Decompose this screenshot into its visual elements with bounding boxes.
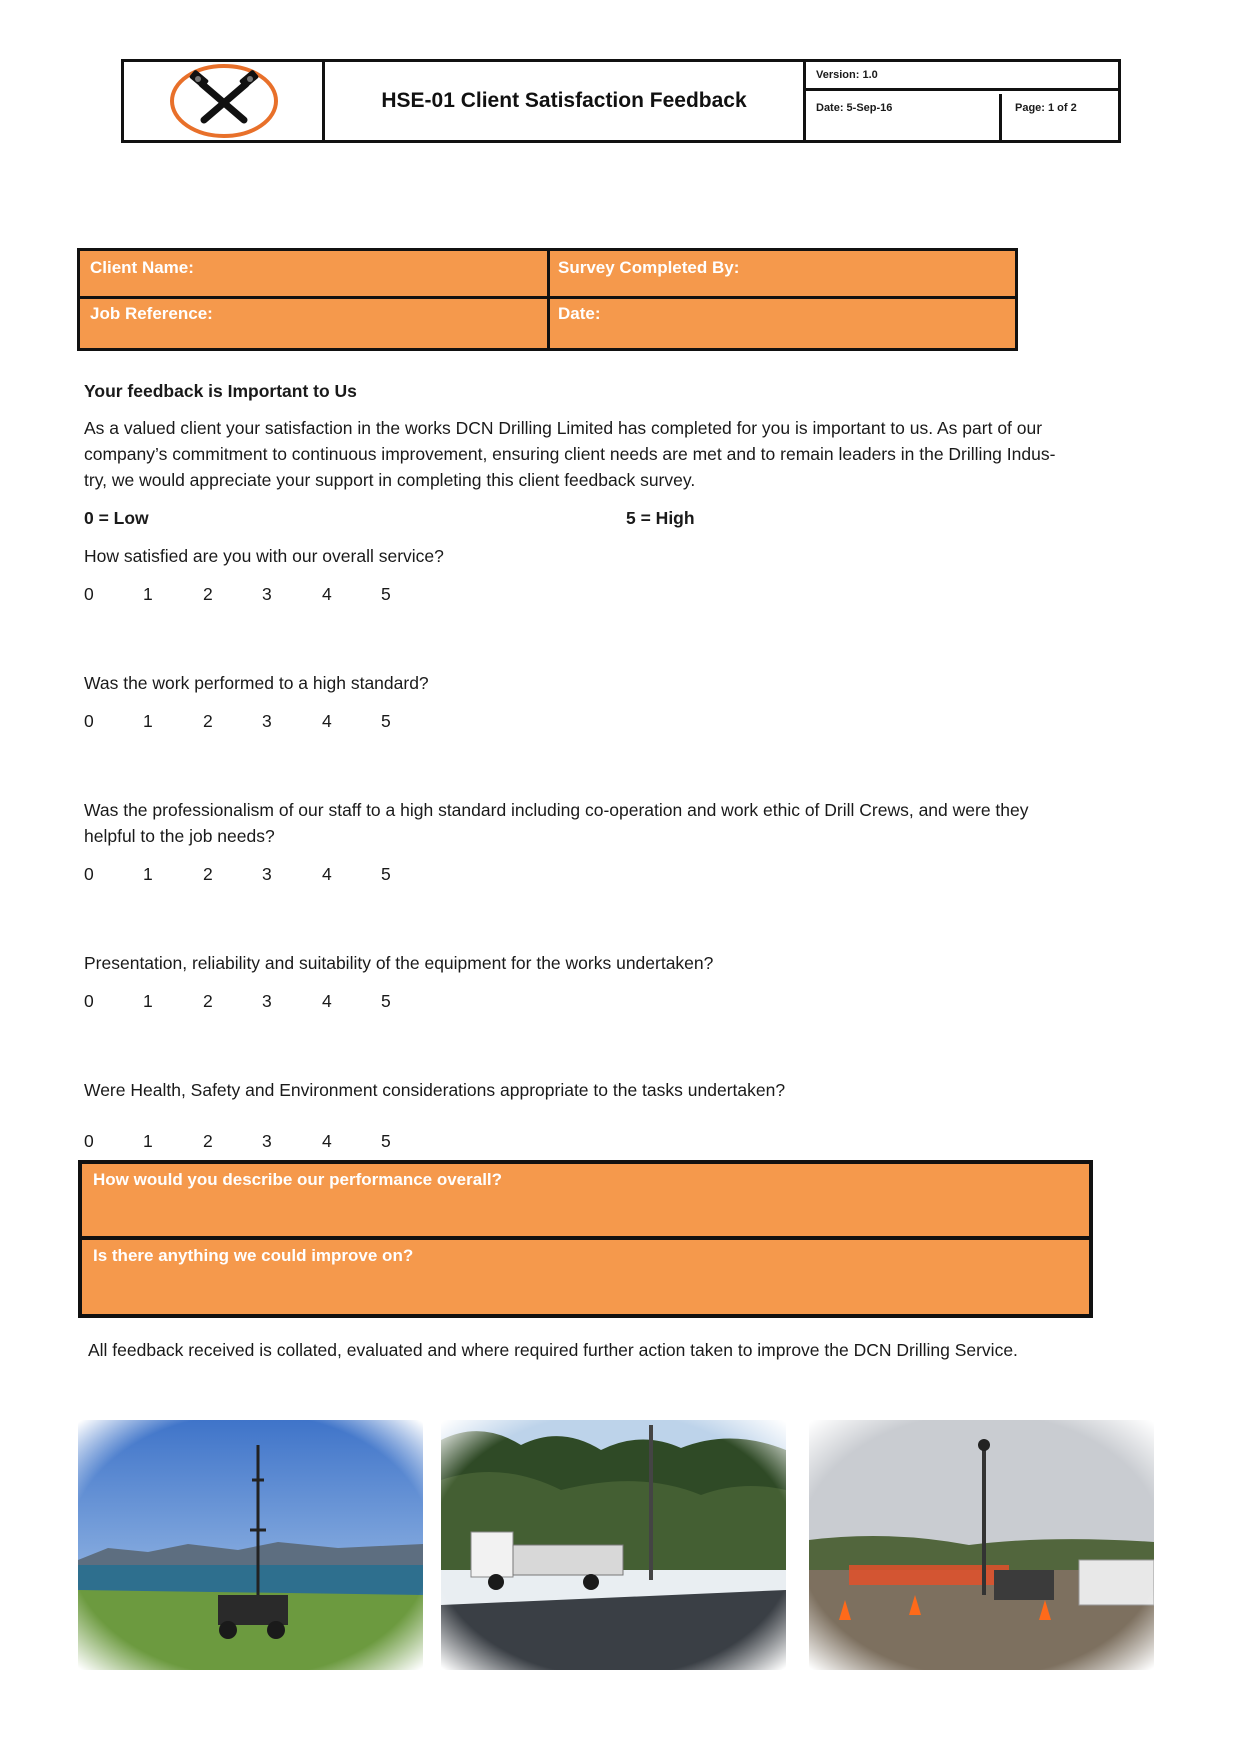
question-1: How satisfied are you with our overall service? (84, 546, 444, 566)
question-4: Presentation, reliability and suitability of the equipment for the works undertaken? (84, 953, 714, 973)
rating-option[interactable]: 4 (322, 711, 332, 731)
question-3: Was the professionalism of our staff to a high standard including co-operation and work ethic of Drill Crews, and were they (84, 800, 1029, 820)
document-title: HSE-01 Client Satisfaction Feedback (381, 89, 747, 112)
scale-high-label: 5 = High (626, 508, 695, 528)
version-label: Version: 1.0 (806, 62, 1118, 91)
question-3-line-2: helpful to the job needs? (84, 826, 275, 846)
rating-option[interactable]: 3 (262, 711, 272, 731)
intro-heading: Your feedback is Important to Us (84, 381, 357, 401)
intro-line-2: company’s commitment to continuous improvement, ensuring client needs are met and to remain leaders in the Drilling Indus- (84, 444, 1056, 464)
date-label: Date: 5-Sep-16 (806, 94, 1002, 140)
rating-option[interactable]: 2 (203, 584, 213, 604)
drill-rig-site-photo (809, 1420, 1154, 1670)
rating-option[interactable]: 5 (381, 1131, 391, 1151)
rating-option[interactable]: 0 (84, 864, 94, 884)
rating-option[interactable]: 1 (143, 991, 153, 1011)
rating-option[interactable]: 2 (203, 864, 213, 884)
client-info-table (77, 248, 1018, 351)
rating-option[interactable]: 5 (381, 584, 391, 604)
footer-text: All feedback received is collated, evaluated and where required further action taken to improve the DCN Drilling Service. (88, 1340, 1018, 1360)
rating-option[interactable]: 4 (322, 1131, 332, 1151)
rating-option[interactable]: 4 (322, 584, 332, 604)
rating-option[interactable]: 1 (143, 1131, 153, 1151)
page-label: Page: 1 of 2 (1015, 102, 1077, 114)
survey-completed-by-field[interactable]: Survey Completed By: (558, 258, 740, 277)
rating-option[interactable]: 4 (322, 991, 332, 1011)
job-reference-field[interactable]: Job Reference: (90, 304, 213, 323)
rating-option[interactable]: 2 (203, 991, 213, 1011)
rating-option[interactable]: 1 (143, 711, 153, 731)
row-divider (82, 1236, 1089, 1240)
drill-rig-coast-photo (78, 1420, 423, 1670)
rating-option[interactable]: 0 (84, 711, 94, 731)
rating-option[interactable]: 5 (381, 711, 391, 731)
scale-low-label: 0 = Low (84, 508, 149, 528)
intro-line-3: try, we would appreciate your support in completing this client feedback survey. (84, 470, 696, 490)
question-5: Were Health, Safety and Environment considerations appropriate to the tasks undertaken? (84, 1080, 786, 1100)
rating-option[interactable]: 2 (203, 1131, 213, 1151)
rating-option[interactable]: 0 (84, 991, 94, 1011)
rating-option[interactable]: 3 (262, 864, 272, 884)
rating-option[interactable]: 3 (262, 584, 272, 604)
client-name-field[interactable]: Client Name: (90, 258, 194, 277)
improve-field[interactable]: Is there anything we could improve on? (93, 1246, 414, 1265)
date-field[interactable]: Date: (558, 304, 601, 323)
drill-truck-forest-photo (441, 1420, 786, 1670)
feedback-table (78, 1160, 1093, 1318)
rating-option[interactable]: 5 (381, 864, 391, 884)
question-2: Was the work performed to a high standard? (84, 673, 429, 693)
rating-option[interactable]: 0 (84, 1131, 94, 1151)
rating-option[interactable]: 3 (262, 1131, 272, 1151)
meta-cell (806, 62, 1118, 140)
rating-option[interactable]: 1 (143, 584, 153, 604)
performance-field[interactable]: How would you describe our performance overall? (93, 1170, 503, 1189)
rating-option[interactable]: 5 (381, 991, 391, 1011)
intro-line-1: As a valued client your satisfaction in the works DCN Drilling Limited has completed for you is important to us. As part of our (84, 418, 1043, 438)
crossed-wrenches-icon (124, 62, 322, 140)
rating-option[interactable]: 1 (143, 864, 153, 884)
rating-option[interactable]: 0 (84, 584, 94, 604)
logo-cell (124, 62, 325, 140)
rating-option[interactable]: 2 (203, 711, 213, 731)
rating-option[interactable]: 4 (322, 864, 332, 884)
column-divider (547, 251, 550, 348)
document-header (121, 59, 1121, 143)
title-cell (325, 62, 806, 140)
rating-option[interactable]: 3 (262, 991, 272, 1011)
